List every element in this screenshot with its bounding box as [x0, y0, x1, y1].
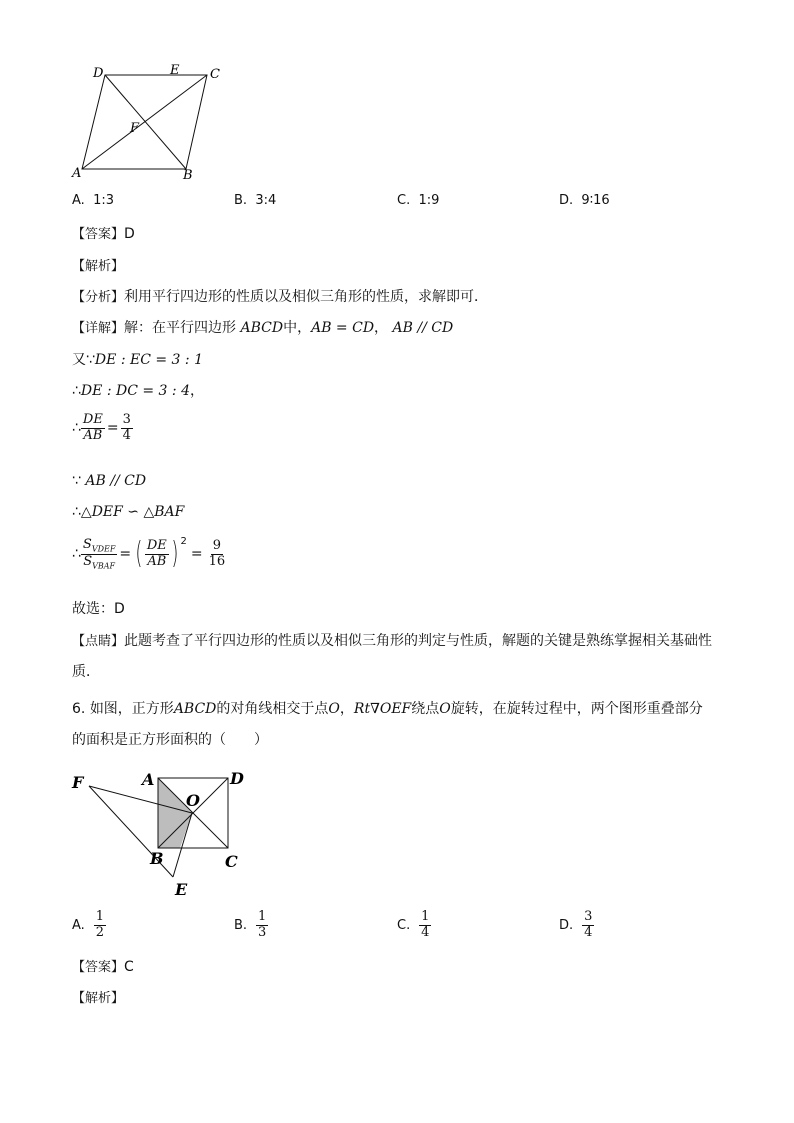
label-e: E: [175, 880, 188, 899]
q5-line4: ∴ $\frac{DE}{AB}$ = $\frac{3}{4}$: [72, 412, 131, 443]
q5-answer: 【答案】D: [72, 226, 135, 242]
label-e: E: [170, 63, 180, 78]
label-f: F: [72, 773, 84, 792]
parallelogram-figure: [60, 58, 230, 188]
q5-option-a: A. 1:3: [72, 193, 114, 208]
label-f: F: [130, 121, 140, 136]
overlap-shading: [158, 778, 192, 848]
q5-analysis-heading: 【解析】: [72, 259, 125, 274]
area-ratio: $\frac{S_{VDEF}}{S_{VBAF}}$: [82, 537, 116, 571]
q5-line7: ∴ $\frac{S_{VDEF}}{S_{VBAF}}$ = ( $\frac{DE}{AB}$ ) 2 = $\frac{9}{16}$: [72, 536, 226, 572]
square-triangle-figure: [68, 765, 258, 905]
label-b: B: [150, 849, 164, 868]
ratio-de-ab: $\frac{DE}{AB}$: [82, 412, 103, 443]
q5-select: 故选：D: [72, 601, 125, 617]
q5-line2: 又∵DE : EC = 3 : 1: [72, 352, 203, 368]
q6-stem-line2: 的面积是正方形面积的（ ）: [72, 732, 268, 748]
q5-xiangjie: 【详解】解：在平行四边形 ABCD中，AB = CD， AB // CD: [72, 320, 454, 336]
q5-option-d: D. 9∶16: [559, 193, 610, 208]
label-d: D: [230, 769, 244, 788]
diagonal-ac: [82, 75, 207, 169]
label-c: C: [210, 67, 220, 82]
label-a: A: [142, 770, 155, 789]
q5-dianjing-line1: 【点睛】此题考查了平行四边形的性质以及相似三角形的判定与性质，解题的关键是熟练掌握相关基础性: [72, 633, 713, 649]
segment-be: [105, 75, 186, 169]
ratio-three-four: $\frac{3}{4}$: [122, 412, 131, 443]
q5-line5: ∵ AB // CD: [72, 473, 147, 489]
q6-option-a: A. $\frac{1}{2}$: [72, 909, 104, 940]
q5-line6: ∴△DEF ∽ △BAF: [72, 504, 185, 520]
label-a: A: [72, 166, 82, 181]
ratio-de-ab-squared: $\frac{DE}{AB}$: [146, 537, 167, 569]
q6-option-d: D. $\frac{3}{4}$: [559, 909, 593, 940]
label-o: O: [186, 791, 200, 810]
label-c: C: [225, 852, 238, 871]
q5-option-c: C. 1:9: [397, 193, 440, 208]
q5-dianjing-line2: 质．: [72, 664, 100, 680]
q6-analysis-heading: 【解析】: [72, 991, 125, 1006]
label-d: D: [93, 66, 104, 81]
label-b: B: [183, 168, 193, 183]
q6-option-c: C. $\frac{1}{4}$: [397, 909, 430, 940]
q6-stem-line1: 6. 如图，正方形ABCD的对角线相交于点O，Rt∇OEF绕点O旋转，在旋转过程中，两个图形重叠部分: [72, 701, 703, 717]
q6-answer: 【答案】C: [72, 959, 134, 975]
q5-fenxi: 【分析】利用平行四边形的性质以及相似三角形的性质，求解即可．: [72, 289, 489, 305]
ratio-nine-sixteen: $\frac{9}{16}$: [208, 537, 226, 569]
q5-option-b: B. 3:4: [234, 193, 277, 208]
q5-line3: ∴DE : DC = 3 : 4，: [72, 383, 204, 399]
q6-option-b: B. $\frac{1}{3}$: [234, 909, 267, 940]
